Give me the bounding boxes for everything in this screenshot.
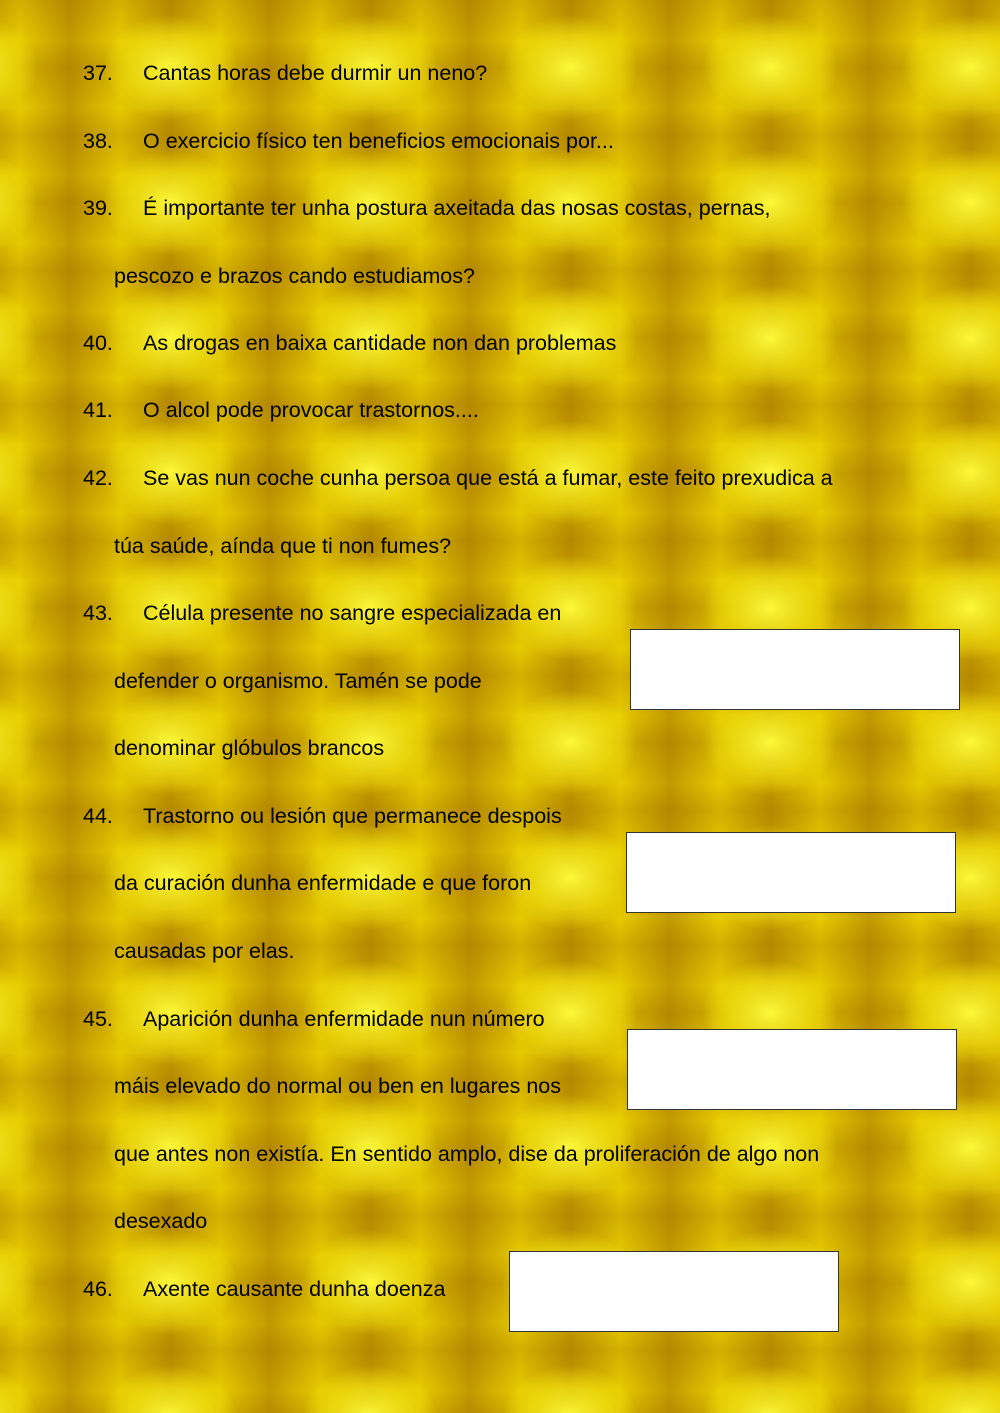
question-text: máis elevado do normal ou ben en lugares nos	[114, 1074, 562, 1098]
question-text: Célula presente no sangre especializada en	[143, 601, 562, 625]
answer-box-44[interactable]	[626, 832, 956, 913]
question-text: túa saúde, aínda que ti non fumes?	[114, 534, 452, 558]
question-text: Cantas horas debe durmir un neno?	[143, 61, 488, 85]
question-text: As drogas en baixa cantidade non dan problemas	[143, 331, 617, 355]
question-text: da curación dunha enfermidade e que foron	[114, 871, 532, 895]
question-text: Aparición dunha enfermidade nun número	[143, 1007, 545, 1031]
question-text: que antes non existía. En sentido amplo, dise da proliferación de algo non	[114, 1142, 820, 1166]
question-number: 42.	[83, 466, 113, 490]
answer-box-45[interactable]	[627, 1029, 957, 1110]
question-number: 40.	[83, 331, 113, 355]
question-text: Trastorno ou lesión que permanece despois	[143, 804, 562, 828]
question-number: 44.	[83, 804, 113, 828]
question-text: defender o organismo. Tamén se pode	[114, 669, 482, 693]
answer-box-43[interactable]	[630, 629, 960, 710]
question-number: 38.	[83, 129, 113, 153]
question-text: O exercicio físico ten beneficios emocionais por...	[143, 129, 614, 153]
answer-box-46[interactable]	[509, 1251, 839, 1332]
question-number: 45.	[83, 1007, 113, 1031]
question-number: 41.	[83, 398, 113, 422]
question-text: É importante ter unha postura axeitada das nosas costas, pernas,	[143, 196, 771, 220]
question-text: desexado	[114, 1209, 208, 1233]
question-text: denominar glóbulos brancos	[114, 736, 385, 760]
question-text: Axente causante dunha doenza	[143, 1277, 446, 1301]
question-number: 43.	[83, 601, 113, 625]
question-number: 46.	[83, 1277, 113, 1301]
question-text: causadas por elas.	[114, 939, 295, 963]
question-text: pescozo e brazos cando estudiamos?	[114, 264, 475, 288]
question-number: 39.	[83, 196, 113, 220]
question-number: 37.	[83, 61, 113, 85]
question-text: O alcol pode provocar trastornos....	[143, 398, 479, 422]
question-text: Se vas nun coche cunha persoa que está a fumar, este feito prexudica a	[143, 466, 833, 490]
